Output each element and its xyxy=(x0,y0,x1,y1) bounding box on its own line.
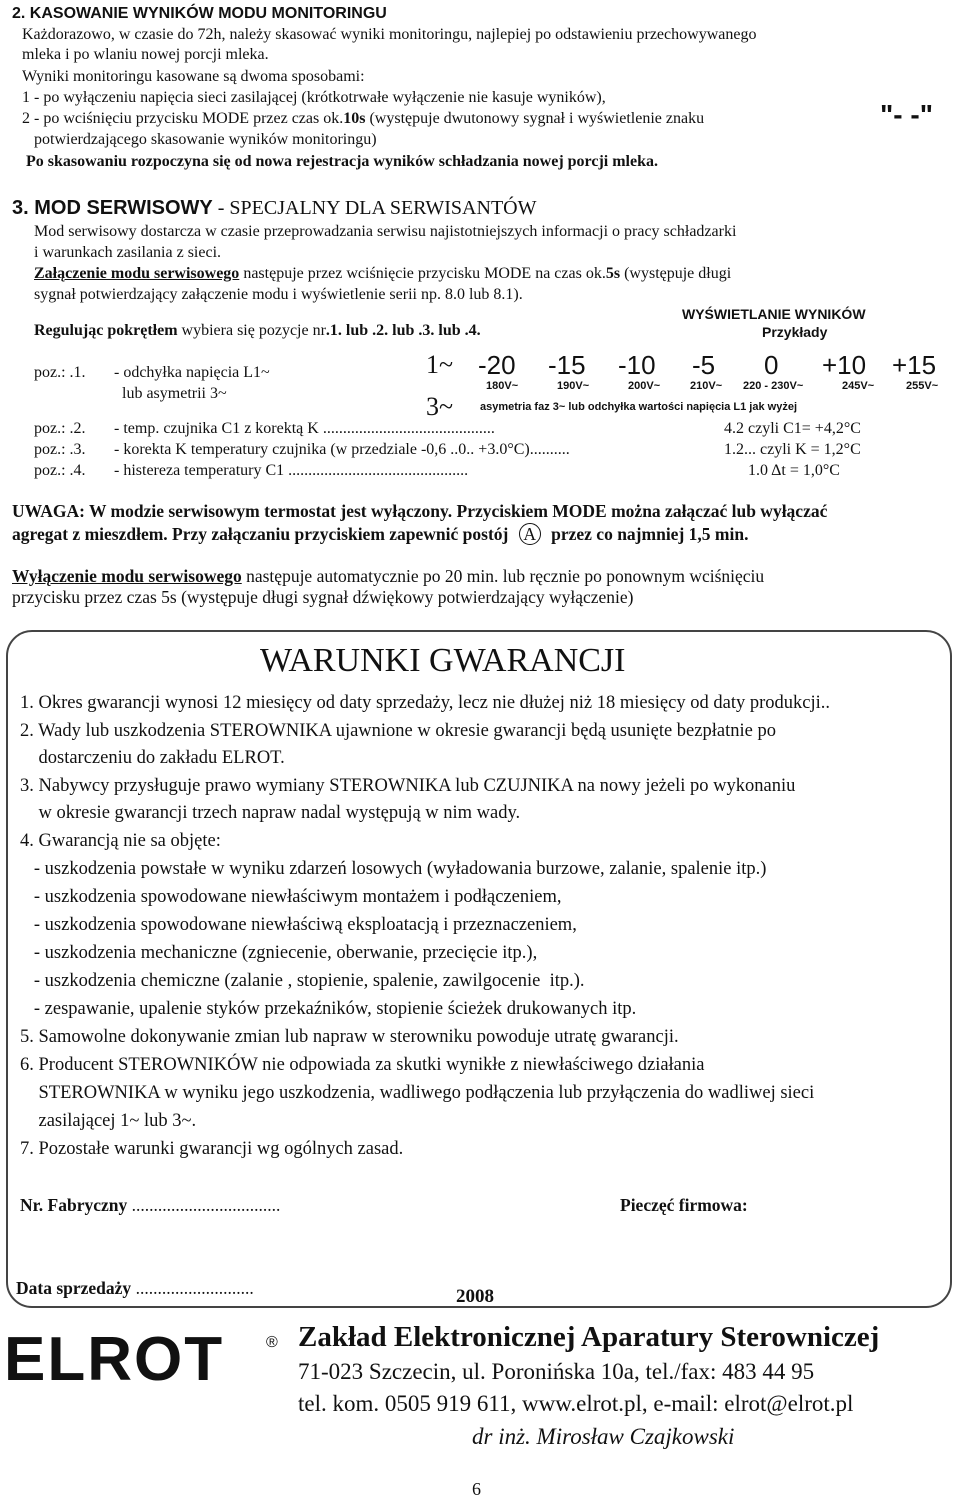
warranty-line-6: 4. Gwarancją nie sa objęte: xyxy=(20,831,221,851)
pos4-label: poz.: .4. xyxy=(34,462,86,479)
pos1-text2: lub asymetrii 3~ xyxy=(122,385,227,402)
section3-title-rest: - SPECJALNY DLA SERWISANTÓW xyxy=(212,197,537,219)
enable-rest2: (występuje długi xyxy=(620,265,732,282)
section3-line-1: Mod serwisowy dostarcza w czasie przeprowadzania serwisu najistotniejszych informacji o pracy schładzarki xyxy=(34,223,737,240)
company-address: 71-023 Szczecin, ul. Poronińska 10a, tel./fax: 483 44 95 xyxy=(298,1359,815,1384)
warning-letter: A xyxy=(519,523,541,545)
dev-7: +15 xyxy=(892,350,937,380)
volt-3: 200V~ xyxy=(628,380,661,392)
volt-5: 220 - 230V~ xyxy=(743,380,804,392)
pos2-text: - temp. czujnika C1 z korektą K ........................................... xyxy=(114,420,495,437)
volt-4: 210V~ xyxy=(690,380,723,392)
section2-line-5-rest: (występuje dwutonowy sygnał i wyświetlenie znaku xyxy=(365,110,705,127)
pos3-value: 1.2... czyli K = 1,2°C xyxy=(724,441,861,458)
warning-line-3-text: przez co najmniej 1,5 min. xyxy=(551,524,749,544)
display-header: WYŚWIETLANIE WYNIKÓW xyxy=(682,306,866,322)
phase-1: 1~ xyxy=(426,350,454,379)
warranty-line-2: 2. Wady lub uszkodzenia STEROWNIKA ujawnione w okresie gwarancji będą usunięte bezpłatnie po xyxy=(20,721,776,741)
warning-line-2 xyxy=(12,523,748,545)
volt-7: 255V~ xyxy=(906,380,939,392)
warranty-line-14: 6. Producent STEROWNIKÓW nie odpowiada za skutki wynikłe z niewłaściwego działania xyxy=(20,1055,705,1075)
pos4-value: 1.0 Δt = 1,0°C xyxy=(748,462,840,479)
serial-number xyxy=(20,1195,280,1216)
warranty-line-17: 7. Pozostałe warunki gwarancji wg ogólnych zasad. xyxy=(20,1139,404,1159)
knob-positions: .1. lub .2. lub .3. lub .4. xyxy=(325,322,481,339)
knob-bold: Regulując pokrętłem xyxy=(34,322,178,339)
section3-line-4: sygnał potwierdzający załączenie modu i wyświetlenie serii np. 8.0 lub 8.1). xyxy=(34,286,523,303)
warranty-line-9: - uszkodzenia spowodowane niewłaściwą eksploatacją i przeznaczeniem, xyxy=(20,915,577,935)
warranty-line-7: - uszkodzenia powstałe w wyniku zdarzeń losowych (wyładowania burzowe, zalanie, spalenie itp.) xyxy=(20,859,767,879)
pos1-label: poz.: .1. xyxy=(34,364,86,381)
section2-line-6: potwierdzającego skasowanie wyników monitoringu) xyxy=(34,131,377,148)
dev-5: 0 xyxy=(764,350,779,380)
sale-dots: ........................... xyxy=(131,1278,254,1298)
asymmetry-note: asymetria faz 3~ lub odchyłka wartości napięcia L1 jak wyżej xyxy=(480,401,798,413)
author: dr inż. Mirosław Czajkowski xyxy=(472,1424,735,1449)
dev-2: -15 xyxy=(548,350,586,380)
volt-6: 245V~ xyxy=(842,380,875,392)
registered-mark: ® xyxy=(266,1334,278,1351)
elrot-logo: ELROT xyxy=(4,1325,225,1394)
knob-line xyxy=(34,321,481,340)
page-number: 6 xyxy=(472,1479,481,1499)
enable-time: 5s xyxy=(605,265,621,282)
dash-symbol: "- -" xyxy=(880,99,933,130)
section3-title xyxy=(12,196,536,220)
warranty-title: WARUNKI GWARANCJI xyxy=(260,642,626,679)
disable-line-1 xyxy=(12,566,764,587)
warranty-line-16: zasilającej 1~ lub 3~. xyxy=(20,1111,197,1131)
section2-time: 10s xyxy=(343,110,366,127)
warranty-line-1: 1. Okres gwarancji wynosi 12 miesięcy od daty sprzedaży, lecz nie dłużej niż 18 miesięcy od daty produkcji.. xyxy=(20,693,830,713)
warranty-line-11: - uszkodzenia chemiczne (zalanie , stopienie, spalenie, zawilgocenie itp.). xyxy=(20,971,585,991)
knob-rest: wybiera się pozycje nr xyxy=(177,322,326,339)
warning-line-1: UWAGA: W modzie serwisowym termostat jest wyłączony. Przyciskiem MODE można załączać lub wyłączać xyxy=(12,501,828,521)
stamp-label: Pieczęć firmowa: xyxy=(620,1195,748,1215)
pos4-text: - histereza temperatury C1 ............................................. xyxy=(114,462,469,479)
enable-rest: następuje przez wciśnięcie przycisku MODE na czas ok. xyxy=(239,265,606,282)
dev-4: -5 xyxy=(692,350,716,380)
section2-line-2: mleka i po wlaniu nowej porcji mleka. xyxy=(22,46,269,63)
section3-line-2: i warunkach zasilania z sieci. xyxy=(34,244,222,261)
warranty-line-5: w okresie gwarancji trzech napraw nadal występują w nim wady. xyxy=(20,803,521,823)
year: 2008 xyxy=(456,1286,494,1307)
pos3-text: - korekta K temperatury czujnika (w przedziale -0,6 ..0.. +3.0°C).......... xyxy=(114,441,570,458)
section2-line-5-text: 2 - po wciśnięciu przycisku MODE przez czas ok. xyxy=(22,110,344,127)
serial-dots: .................................. xyxy=(127,1195,281,1215)
pos1-text: - odchyłka napięcia L1~ xyxy=(114,364,270,381)
warranty-line-12: - zespawanie, upalenie styków przekaźników, stopienie ścieżek drukowanych itp. xyxy=(20,999,637,1019)
section2-line-3: Wyniki monitoringu kasowane są dwoma sposobami: xyxy=(22,68,365,85)
warranty-line-8: - uszkodzenia spowodowane niewłaściwym montażem i podłączeniem, xyxy=(20,887,562,907)
dev-1: -20 xyxy=(478,350,516,380)
dev-3: -10 xyxy=(618,350,656,380)
warranty-line-15: STEROWNIKA w wyniku jego uszkodzenia, wadliwego podłączenia lub przyłączenia do wadliwej sieci xyxy=(20,1083,815,1103)
disable-label: Wyłączenie modu serwisowego xyxy=(12,566,242,586)
enable-label: Załączenie modu serwisowego xyxy=(34,265,240,282)
warranty-line-10: - uszkodzenia mechaniczne (zgniecenie, oberwanie, przecięcie itp.), xyxy=(20,943,538,963)
disable-line-2: przycisku przez czas 5s (występuje długi sygnał dźwiękowy potwierdzający wyłączenie) xyxy=(12,587,634,607)
section3-line-3 xyxy=(34,264,731,283)
serial-label: Nr. Fabryczny xyxy=(20,1195,128,1215)
pos3-label: poz.: .3. xyxy=(34,441,86,458)
company-contact: tel. kom. 0505 919 611, www.elrot.pl, e-mail: elrot@elrot.pl xyxy=(298,1391,854,1416)
examples-header: Przykłady xyxy=(762,324,828,340)
section2-line-7: Po skasowaniu rozpoczyna się od nowa rejestracja wyników schładzania nowej porcji mleka. xyxy=(26,153,658,170)
section2-title: 2. KASOWANIE WYNIKÓW MODU MONITORINGU xyxy=(12,5,387,22)
section3-title-bold: 3. MOD SERWISOWY xyxy=(12,197,213,219)
pos2-value: 4.2 czyli C1= +4,2°C xyxy=(724,420,861,437)
sale-label: Data sprzedaży xyxy=(16,1278,132,1298)
section2-line-1: Każdorazowo, w czasie do 72h, należy skasować wyniki monitoringu, najlepiej po odstawieniu przechowywanego xyxy=(22,26,757,43)
section2-line-5 xyxy=(22,109,704,128)
volt-1: 180V~ xyxy=(486,380,519,392)
volt-2: 190V~ xyxy=(557,380,590,392)
phase-3: 3~ xyxy=(426,392,454,421)
warranty-line-3: dostarczeniu do zakładu ELROT. xyxy=(20,748,285,768)
pos2-label: poz.: .2. xyxy=(34,420,86,437)
warranty-line-13: 5. Samowolne dokonywanie zmian lub napraw w sterowniku powoduje utratę gwarancji. xyxy=(20,1027,679,1047)
company-name: Zakład Elektronicznej Aparatury Sterowniczej xyxy=(298,1321,880,1353)
disable-rest: następuje automatycznie po 20 min. lub ręcznie po ponownym wciśnięciu xyxy=(241,566,765,586)
dev-6: +10 xyxy=(822,350,867,380)
sale-date xyxy=(16,1278,254,1299)
section2-line-4: 1 - po wyłączeniu napięcia sieci zasilającej (krótkotrwałe wyłączenie nie kasuje wyników), xyxy=(22,89,606,106)
warning-line-2-text: agregat z mieszdłem. Przy załączaniu przyciskiem zapewnić postój xyxy=(12,524,509,544)
warranty-line-4: 3. Nabywcy przysługuje prawo wymiany STEROWNIKA lub CZUJNIKA na nowy jeżeli po wykonaniu xyxy=(20,776,796,796)
